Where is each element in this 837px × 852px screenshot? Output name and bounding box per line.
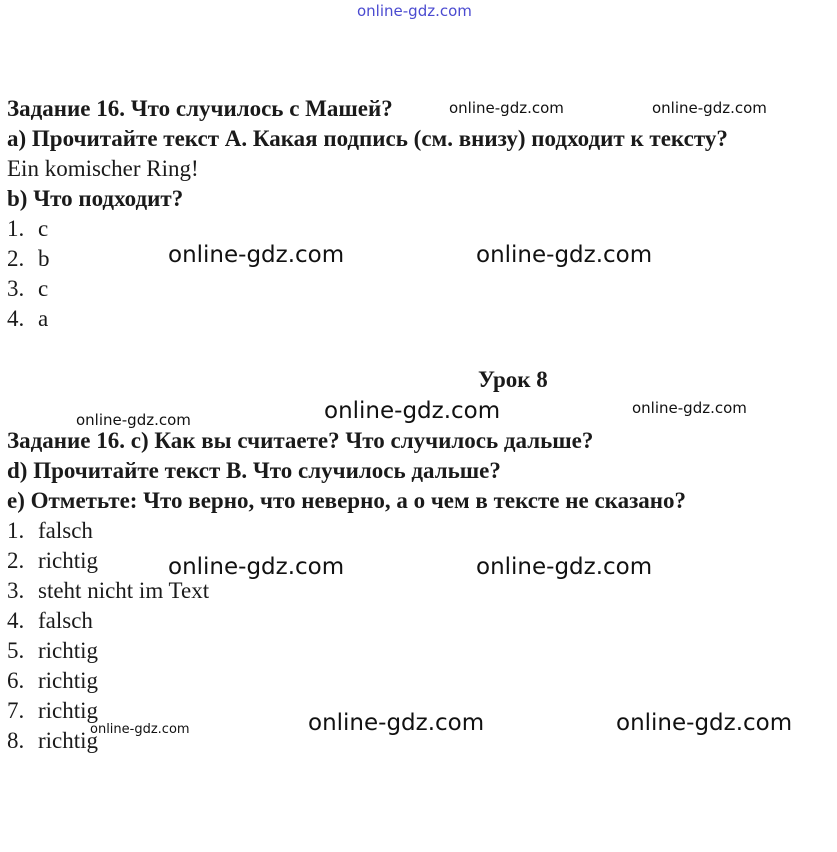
list-item: 1. c <box>7 216 49 241</box>
list-item: 7. richtig <box>7 698 99 723</box>
list-item: 5. richtig <box>7 638 99 663</box>
list-item: 2. b <box>7 246 50 271</box>
list-item: 1. falsch <box>7 518 93 543</box>
question-d: d) Прочитайте текст В. Что случилось дальше? <box>7 458 501 483</box>
watermark: online-gdz.com <box>308 710 485 736</box>
list-item: 4. falsch <box>7 608 93 633</box>
list-item: 8. richtig <box>7 728 99 753</box>
list-item: 3. c <box>7 276 49 301</box>
watermark: online-gdz.com <box>90 722 190 737</box>
watermark: online-gdz.com <box>168 554 345 580</box>
list-item: 2. richtig <box>7 548 99 573</box>
task-heading: Задание 16. Что случилось с Машей? <box>7 96 393 121</box>
question-b: b) Что подходит? <box>7 186 184 211</box>
question-a: a) Прочитайте текст А. Какая подпись (см. внизу) подходит к тексту? <box>7 126 728 151</box>
watermark: online-gdz.com <box>324 398 501 424</box>
watermark: online-gdz.com <box>652 99 767 117</box>
watermark: online-gdz.com <box>476 554 653 580</box>
lesson-title: Урок 8 <box>478 367 548 392</box>
answer-a: Ein komischer Ring! <box>7 156 199 181</box>
watermark-top: online-gdz.com <box>357 2 472 20</box>
list-item: 4. a <box>7 306 49 331</box>
watermark: online-gdz.com <box>449 99 564 117</box>
watermark: online-gdz.com <box>632 399 747 417</box>
watermark: online-gdz.com <box>76 411 191 429</box>
question-e: e) Отметьте: Что верно, что неверно, а о чем в тексте не сказано? <box>7 488 687 513</box>
task-heading: Задание 16. c) Как вы считаете? Что случилось дальше? <box>7 428 594 453</box>
watermark: online-gdz.com <box>168 242 345 268</box>
watermark: online-gdz.com <box>476 242 653 268</box>
list-item: 3. steht nicht im Text <box>7 578 210 603</box>
list-item: 6. richtig <box>7 668 99 693</box>
watermark: online-gdz.com <box>616 710 793 736</box>
